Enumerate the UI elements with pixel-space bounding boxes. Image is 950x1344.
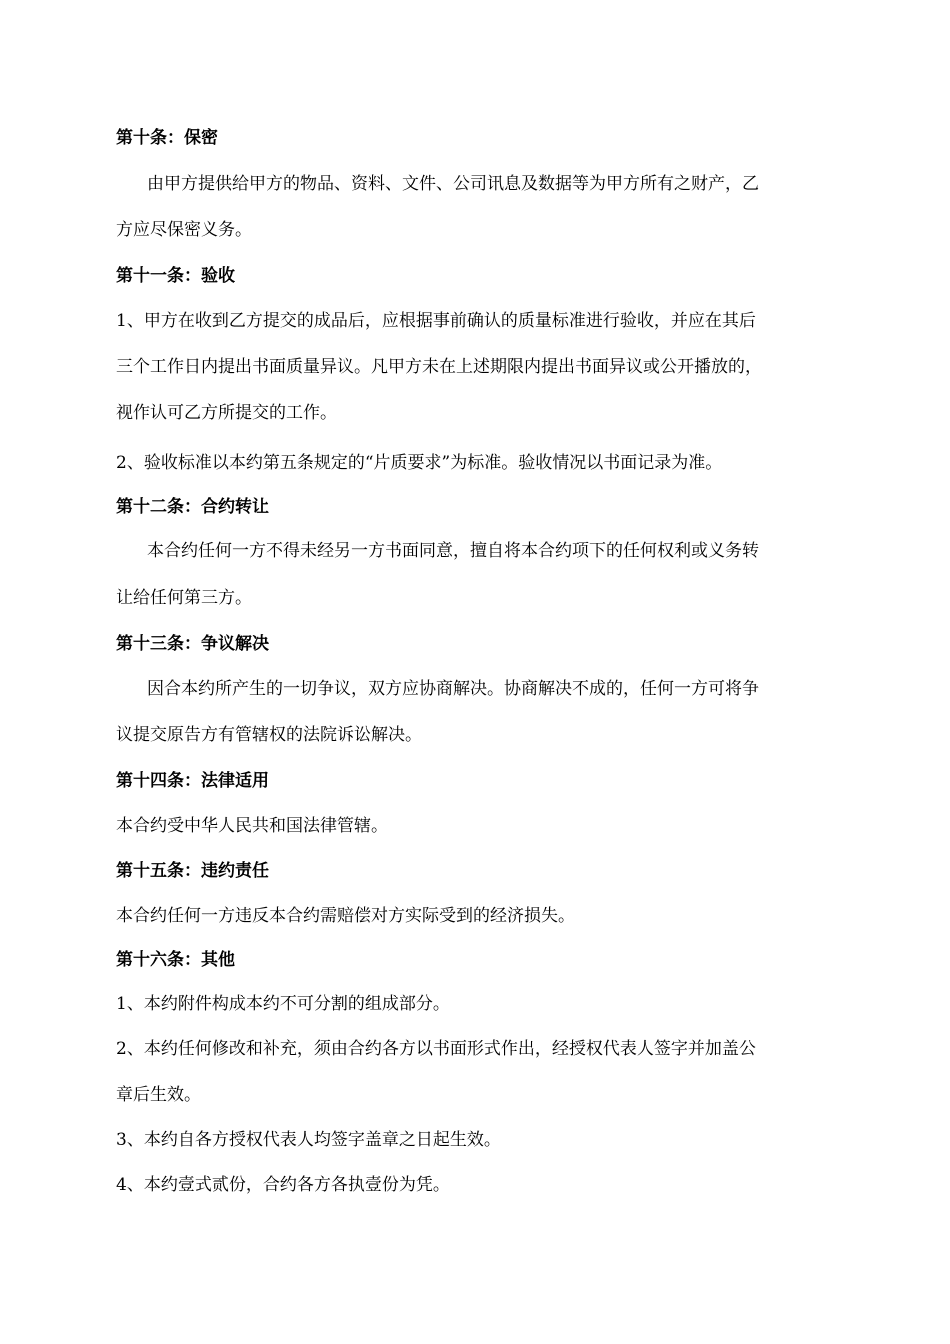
- article-16-line-4: 3、本约自各方授权代表人均签字盖章之日起生效。: [116, 1130, 501, 1150]
- article-12-line-2: 让给任何第三方。: [116, 588, 252, 608]
- article-13-line-1: 因合本约所产生的一切争议，双方应协商解决。协商解决不成的，任何一方可将争: [147, 679, 759, 699]
- article-14-heading: 第十四条：法律适用: [116, 771, 269, 791]
- article-16-line-5: 4、本约壹式贰份，合约各方各执壹份为凭。: [116, 1175, 450, 1195]
- article-16-heading: 第十六条：其他: [116, 950, 235, 970]
- article-16-line-3: 章后生效。: [116, 1085, 201, 1105]
- article-14-line-1: 本合约受中华人民共和国法律管辖。: [116, 816, 388, 836]
- article-13-heading: 第十三条：争议解决: [116, 634, 269, 654]
- article-10-line-1: 由甲方提供给甲方的物品、资料、文件、公司讯息及数据等为甲方所有之财产，乙: [147, 174, 759, 194]
- article-11-line-2: 三个工作日内提出书面质量异议。凡甲方未在上述期限内提出书面异议或公开播放的，: [116, 357, 762, 377]
- article-11-line-4: 2、验收标准以本约第五条规定的“片质要求”为标准。验收情况以书面记录为准。: [116, 453, 723, 473]
- article-12-heading: 第十二条：合约转让: [116, 497, 269, 517]
- article-10-line-2: 方应尽保密义务。: [116, 220, 252, 240]
- article-11-line-1: 1、甲方在收到乙方提交的成品后，应根据事前确认的质量标准进行验收，并应在其后: [116, 311, 756, 331]
- article-13-line-2: 议提交原告方有管辖权的法院诉讼解决。: [116, 725, 422, 745]
- article-15-heading: 第十五条：违约责任: [116, 861, 269, 881]
- article-16-line-2: 2、本约任何修改和补充，须由合约各方以书面形式作出，经授权代表人签字并加盖公: [116, 1039, 756, 1059]
- article-16-line-1: 1、本约附件构成本约不可分割的组成部分。: [116, 994, 450, 1014]
- article-11-heading: 第十一条：验收: [116, 266, 235, 286]
- article-11-line-3: 视作认可乙方所提交的工作。: [116, 403, 337, 423]
- article-12-line-1: 本合约任何一方不得未经另一方书面同意，擅自将本合约项下的任何权利或义务转: [147, 541, 759, 561]
- article-10-heading: 第十条：保密: [116, 128, 218, 148]
- article-15-line-1: 本合约任何一方违反本合约需赔偿对方实际受到的经济损失。: [116, 906, 575, 926]
